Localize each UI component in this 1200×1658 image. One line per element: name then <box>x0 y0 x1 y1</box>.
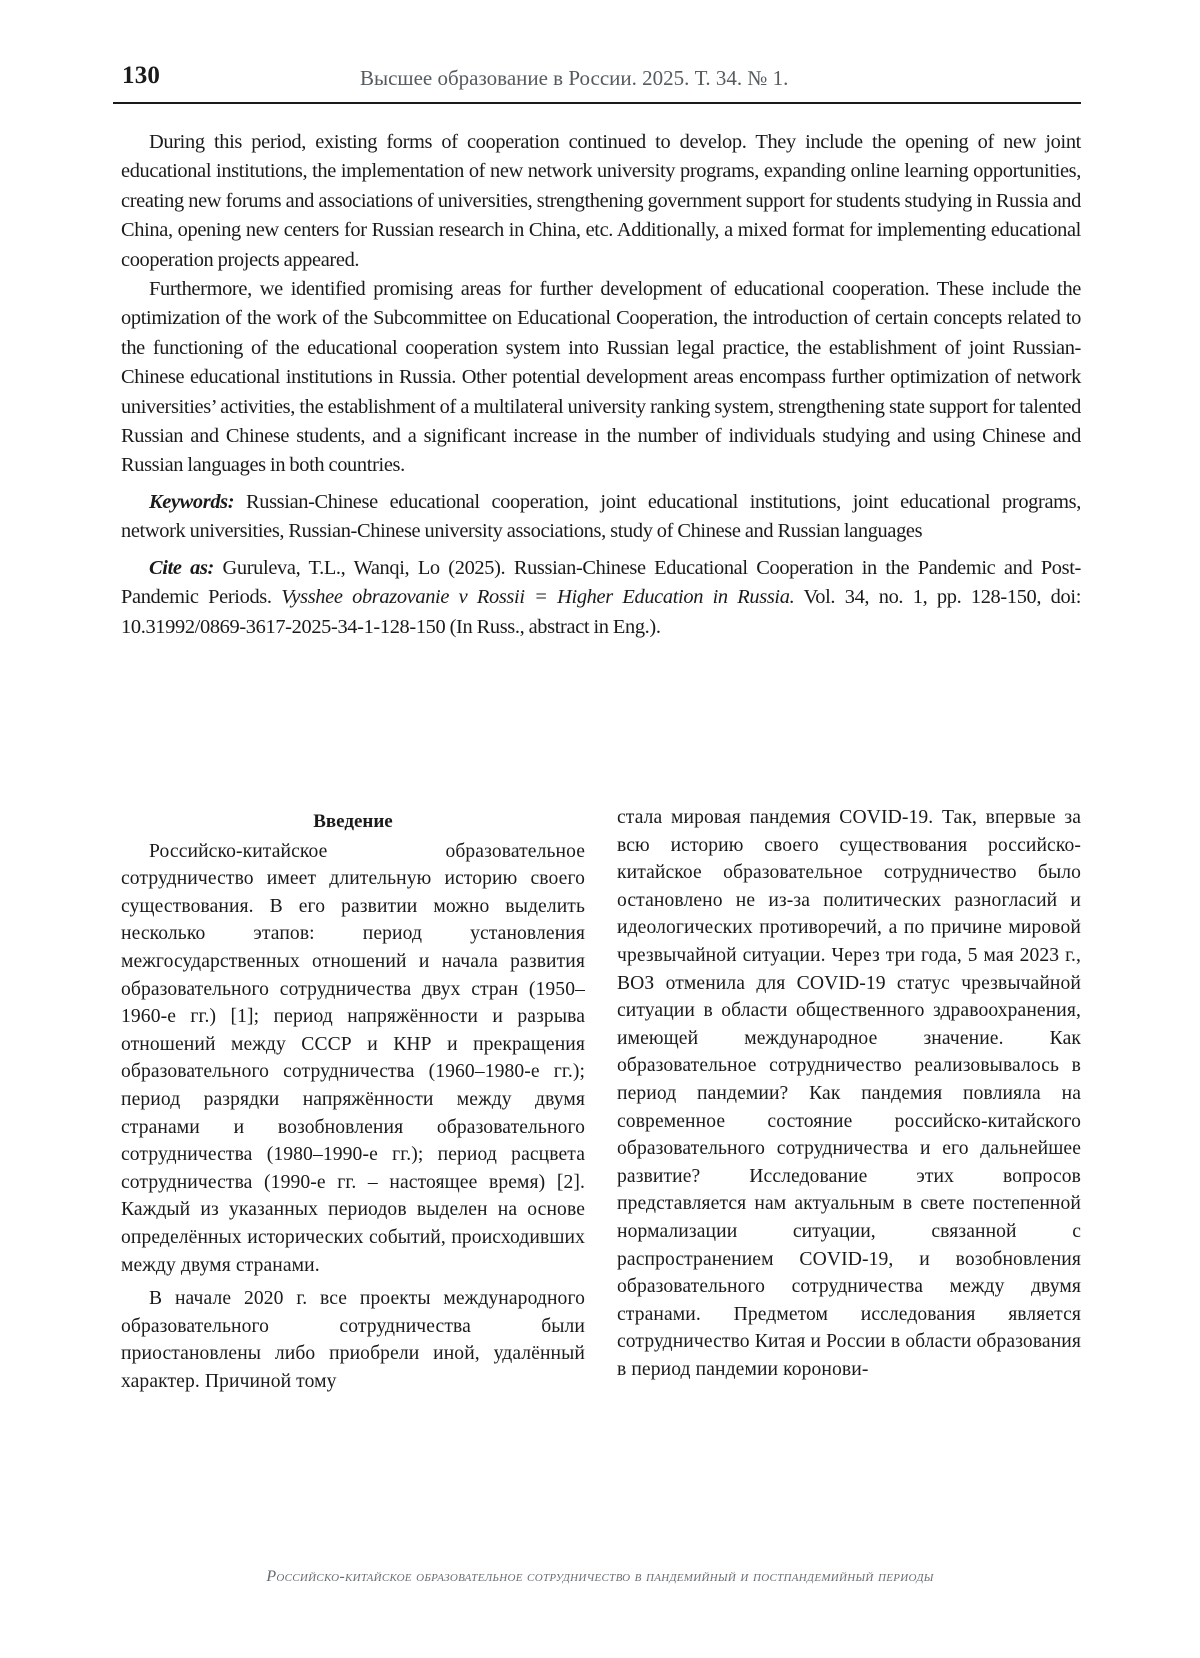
page-number: 130 <box>122 62 161 89</box>
body-column-right <box>617 804 1081 1383</box>
body-paragraph: Российско-китайское образовательное сотрудничество имеет длительную историю своего существования. В его развитии можно выделить несколько этапов: период установления межгосударственных отношений и начала развития образовательного сотрудничества двух стран (1950–1960-е гг.) [1]; период напряжённости и разрыва отношений между СССР и КНР и прекращения образовательного сотрудничества (1960–1980-е гг.); период разрядки напряжённости между двумя странами и возобновления образовательного сотрудничества (1980–1990-е гг.); период расцвета сотрудничества (1990-е гг. – настоящее время) [2]. Каждый из указанных периодов выделен на основе определённых исторических событий, происходивших между двумя странами. <box>121 840 585 1276</box>
body-paragraph: стала мировая пандемия COVID-19. Так, впервые за всю историю своего существования российско-китайское образовательное сотрудничество было остановлено не из-за политических разногласий и идеологических противоречий, а по причине мировой чрезвычайной ситуации. Через три года, 5 мая 2023 г., ВОЗ отменила для COVID-19 статус чрезвычайной ситуации в области общественного здравоохранения, имеющей международное значение. Как образовательное сотрудничество реализовывалось в период пандемии? Как пандемия повлияла на современное состояние российско-китайского образовательного сотрудничества и его дальнейшее развитие? Исследование этих вопросов представляется нам актуальным в свете постепенной нормализации ситуации, связанной с распространением COVID-19, и возобновления образовательного сотрудничества между двумя странами. Предметом исследования является сотрудничество Китая и России в области образования в период пандемии коронови- <box>617 807 1081 1380</box>
abstract-paragraph: During this period, existing forms of cooperation continued to develop. They include the opening of new joint educational institutions, the implementation of new network university programs, expanding online learning opportunities, creating new forums and associations of universities, strengthening government support for students studying in Russia and China, opening new centers for Russian research in China, etc. Additionally, a mixed format for implementing educational cooperation projects appeared. <box>121 131 1081 271</box>
abstract-paragraph: Furthermore, we identified promising areas for further development of educational cooperation. These include the optimization of the work of the Subcommittee on Educational Cooperation, the introduction of certain concepts related to the functioning of the educational cooperation system into Russian legal practice, the establishment of joint Russian-Chinese educational institutions in Russia. Other potential development areas encompass further optimization of network universities’ activities, the establishment of a multilateral university ranking system, strengthening state support for talented Russian and Chinese students, and a significant increase in the number of individuals studying and using Chinese and Russian languages in both countries. <box>121 278 1081 477</box>
page-footer <box>0 1568 1200 1586</box>
cite-text: Guruleva, T.L., Wanqi, Lo (2025). Russian-Chinese Educational Cooperation in the Pandemic and Post-Pandemic Periods. <box>121 556 1081 609</box>
section-heading: Введение <box>313 811 393 832</box>
body-column-left <box>121 808 585 1395</box>
page-header <box>113 62 1081 104</box>
english-abstract <box>121 128 1081 642</box>
journal-running-head: Высшее образование в России. 2025. Т. 34. № 1. <box>360 66 789 90</box>
cite-label: Cite as: <box>149 556 214 579</box>
citation <box>121 554 1081 642</box>
keywords-text: Russian-Chinese educational cooperation, joint educational institutions, joint educational programs, network universities, Russian-Chinese university associations, study of Chinese and Russian languages <box>121 490 1081 543</box>
keywords-label: Keywords: <box>149 490 235 513</box>
cite-journal: Vysshee obrazovanie v Rossii = Higher Education in Russia. <box>281 586 795 609</box>
header-rule <box>113 102 1081 104</box>
keywords <box>121 488 1081 547</box>
running-title: Российско-китайское образовательное сотрудничество в пандемийный и постпандемийный периоды <box>266 1568 934 1585</box>
body-paragraph: В начале 2020 г. все проекты международного образовательного сотрудничества были приостановлены либо приобрели иной, удалённый характер. Причиной тому <box>121 1288 585 1392</box>
cite-text-details: Vol. 34, no. 1, pp. 128-150, doi: 10.31992/0869-3617-2025-34-1-128-150 (In Russ., abstract in Eng.). <box>121 586 1082 638</box>
